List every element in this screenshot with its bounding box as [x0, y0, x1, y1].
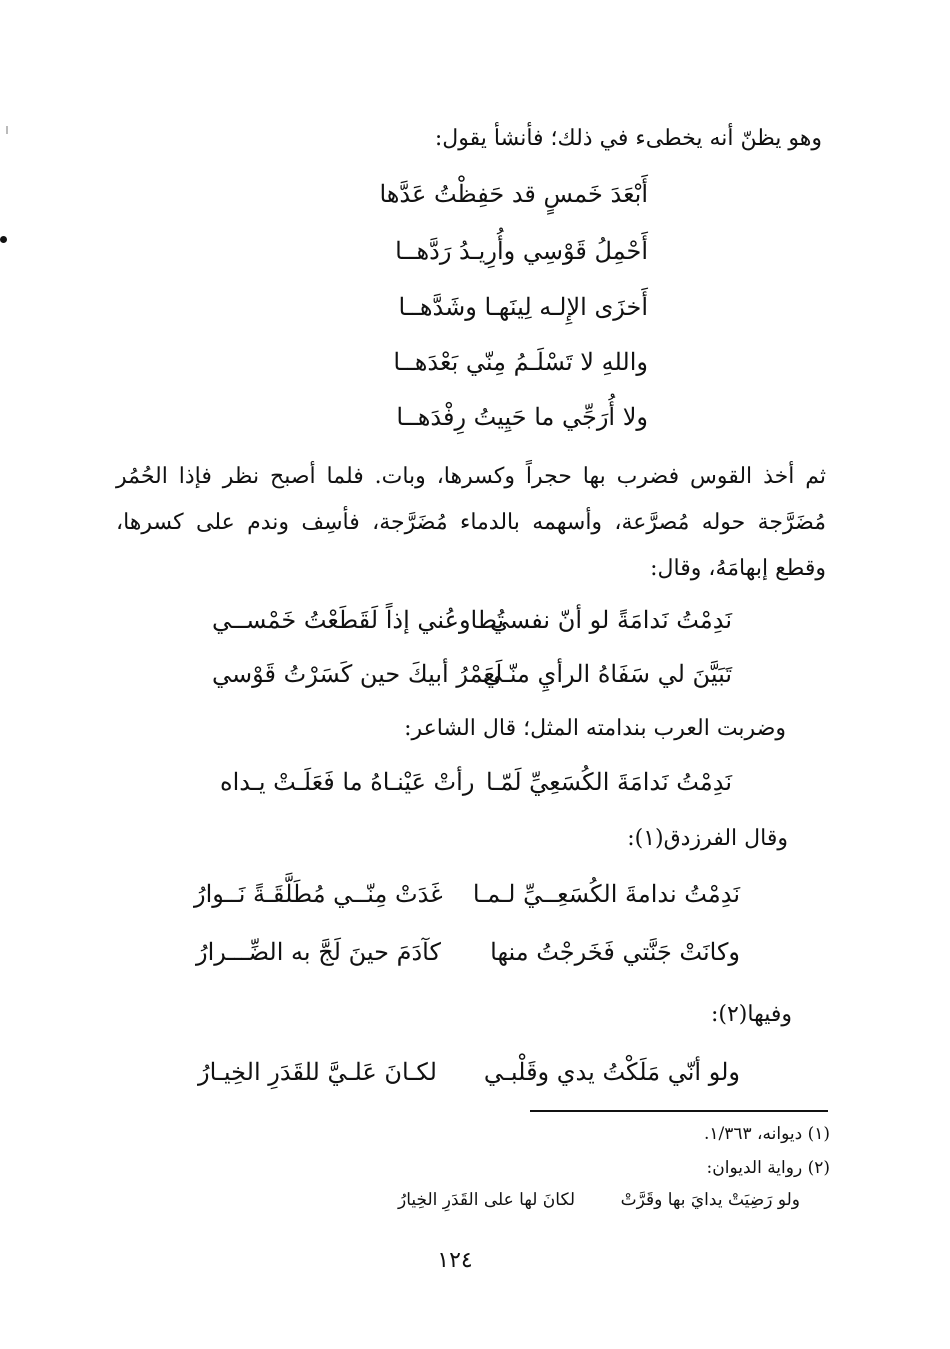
intro-line: وهو يظنّ أنه يخطىء في ذلك؛ فأنشأ يقول: — [434, 126, 822, 151]
poem3-first: نَدِمْتُ نَدامَةَ الكُسَعِيِّ لَمّـا — [485, 768, 732, 796]
poem1-line-4: واللهِ لا تَسْلَـمُ مِنّي بَعْدَهــا — [393, 348, 648, 376]
proverb-intro: وضربت العرب بندامته المثل؛ قال الشاعر: — [404, 716, 786, 741]
poem4-line-2-second: كآدَمَ حينَ لَجَّ به الضِّـــرارُ — [196, 938, 441, 966]
page-number: ١٢٤ — [437, 1248, 473, 1273]
poem1-line-1: أَبْعَدَ خَمسٍ قد حَفِظْتُ عَدَّها — [379, 180, 648, 208]
poem4-line-2-first: وكانَتْ جَنَّتي فَخَرجْتُ منها — [490, 938, 740, 966]
poem2-line-1-first: نَدِمْتُ نَدامَةً لو أنّ نفسي — [489, 606, 732, 634]
poem4-line-1-second: غَدَتْ مِنّــي مُطَلَّقَـةً نَــوارُ — [194, 880, 443, 908]
poem1-line-2: أَحْمِلُ قَوْسِي وأُرِيـدُ رَدَّهــا — [395, 237, 648, 265]
footnote-2-intro: (٢) رواية الديوان: — [706, 1158, 830, 1178]
poem5-first: ولو أنّي مَلَكْتُ يدي وقَلْبـي — [483, 1058, 740, 1086]
scan-mark — [0, 236, 7, 243]
footnote-1: (١) ديوانه، ١/٣٦٣. — [703, 1124, 830, 1144]
poem2-line-2-first: تَبَيَّنَ لي سَفَاهُ الرأيِ منّـي — [482, 660, 732, 688]
poem1-line-5: ولا أُرَجِّي ما حَيِيتُ رِفْدَهــا — [396, 403, 648, 431]
footnote-2-second: لكانَ لها على القَدَرِ الخِيارُ — [398, 1190, 576, 1210]
footnote-2-first: ولو رَضِيَتْ يدايَ بها وقَرَّتْ — [620, 1190, 800, 1210]
poem4-line-1-first: نَدِمْتُ ندامةَ الكُسَعِــيِّ لـمـا — [472, 880, 740, 908]
poem3-second: رأتْ عَيْنـاهُ ما فَعَلَـتْ يـداه — [220, 768, 475, 796]
poem2-line-1-second: تُطاوعُني إذاً لَقَطَعْتُ خَمْســي — [212, 606, 505, 634]
farazdaq-intro: وقال الفرزدق(١): — [627, 826, 788, 851]
poem2-line-2-second: لَعَمْرُ أبيكَ حين كَسَرْتُ قَوْسي — [212, 660, 503, 688]
scan-tick — [6, 126, 8, 134]
poem5-second: لكـانَ عَلـيَّ للقَدَرِ الخِيـارُ — [198, 1058, 437, 1086]
fiha-intro: وفيها(٢): — [710, 1002, 792, 1027]
footnote-separator — [530, 1110, 828, 1112]
poem1-line-3: أَخزَى الإِلـه لِينَهـا وشَدَّهــا — [398, 293, 648, 321]
narrative-paragraph: ثم أخذ القوس فضرب بها حجراً وكسرها، وبات. فلما أصبح نظر فإذا الحُمُر مُضَرَّجة حوله مُصرَّعة، وأسهمه بالدماء مُضَرَّجة، فأسِف وندم على كسرها، وقطع إبهامَهُ، وقال: — [116, 464, 826, 581]
